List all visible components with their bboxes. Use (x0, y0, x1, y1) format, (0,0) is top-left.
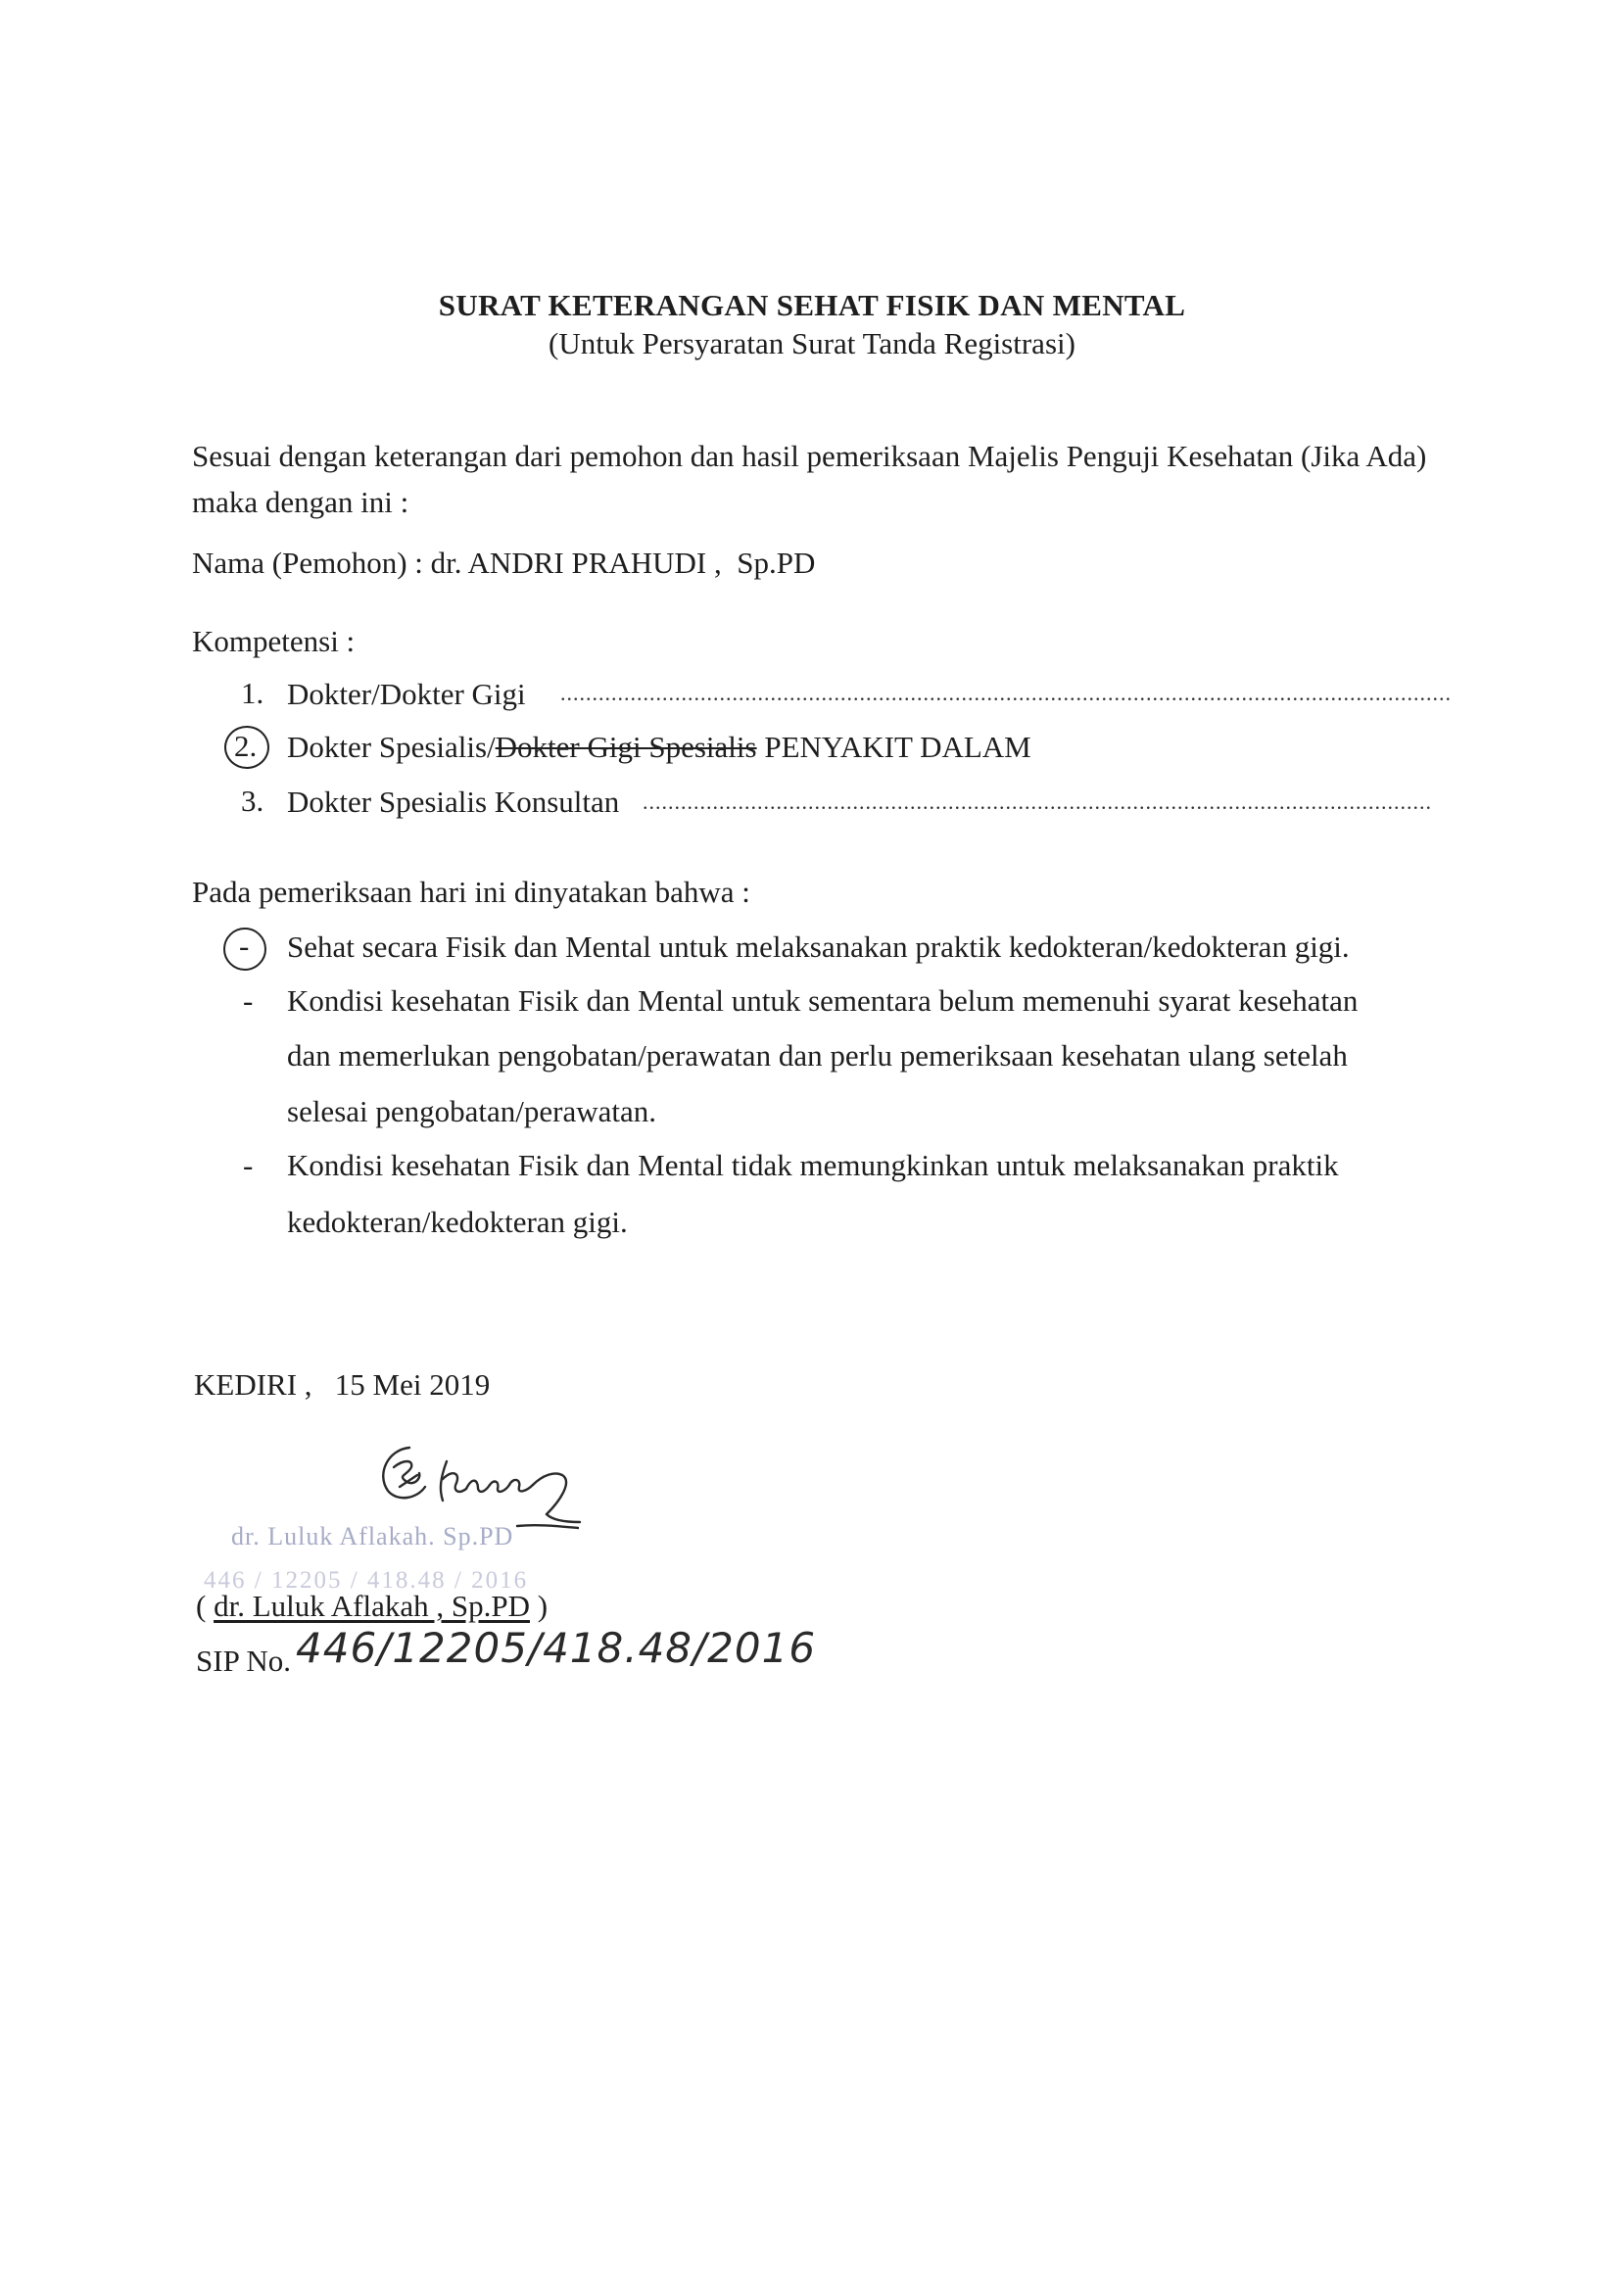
competency-line-2 (287, 729, 1031, 765)
applicant-label: Nama (Pemohon) : (192, 546, 423, 580)
signer-open: ( (196, 1589, 215, 1623)
result-line: dan memerlukan pengobatan/perawatan dan perlu pemeriksaan kesehatan ulang setelah (287, 1038, 1348, 1073)
place-date: KEDIRI , 15 Mei 2019 (194, 1367, 491, 1402)
result-line: Kondisi kesehatan Fisik dan Mental untuk sementara belum memenuhi syarat kesehatan (287, 983, 1359, 1018)
result-line: Sehat secara Fisik dan Mental untuk melaksanakan praktik kedokteran/kedokteran gigi. (287, 930, 1350, 964)
stamp-number: 446 / 12205 / 418.48 / 2016 (204, 1567, 529, 1594)
sip-label: SIP No. (196, 1644, 292, 1678)
signer-name: dr. Luluk Aflakah , Sp.PD (214, 1589, 530, 1623)
stamp-name: dr. Luluk Aflakah. Sp.PD (231, 1522, 514, 1550)
competency-number: 2. (234, 729, 258, 763)
result-line: Kondisi kesehatan Fisik dan Mental tidak memungkinkan untuk melaksanakan praktik (287, 1148, 1339, 1182)
competency-number: 3. (241, 784, 264, 818)
specialty-value: PENYAKIT DALAM (764, 730, 1031, 764)
sip-number-handwritten (296, 1624, 816, 1672)
document-subtitle: (Untuk Persyaratan Surat Tanda Registrasi) (549, 326, 1075, 360)
competency-label-3: Dokter Spesialis Konsultan (287, 785, 620, 819)
applicant-name: dr. ANDRI PRAHUDI , Sp.PD (430, 546, 816, 580)
competency-label-2: Dokter Spesialis/ (287, 730, 496, 764)
result-line: kedokteran/kedokteran gigi. (287, 1205, 628, 1239)
competency-label-1: Dokter/Dokter Gigi (287, 677, 526, 711)
applicant-line (192, 545, 815, 581)
exam-intro: Pada pemeriksaan hari ini dinyatakan bahwa : (192, 875, 750, 909)
result-marker: - (243, 1148, 254, 1182)
signer-line (196, 1588, 548, 1624)
competency-label: Kompetensi : (192, 624, 356, 658)
intro-paragraph: Sesuai dengan keterangan dari pemohon dan hasil pemeriksaan Majelis Penguji Kesehatan (Jika Ada) maka dengan ini : (192, 439, 1427, 519)
fill-in-dots: ............................................................................................................................ (643, 789, 1432, 814)
competency-number: 1. (241, 676, 264, 710)
result-marker: - (239, 929, 250, 963)
document-title: SURAT KETERANGAN SEHAT FISIK DAN MENTAL (438, 288, 1186, 322)
result-marker: - (243, 983, 254, 1018)
signer-close: ) (530, 1589, 549, 1623)
handwritten-signature-icon (370, 1430, 605, 1548)
struck-text: Dokter Gigi Spesialis (495, 730, 757, 764)
result-line: selesai pengobatan/perawatan. (287, 1094, 656, 1128)
fill-in-dots: ............................................................................................................................................ (560, 681, 1452, 705)
sip-number: 446/12205/418.48/2016 (296, 1624, 817, 1672)
